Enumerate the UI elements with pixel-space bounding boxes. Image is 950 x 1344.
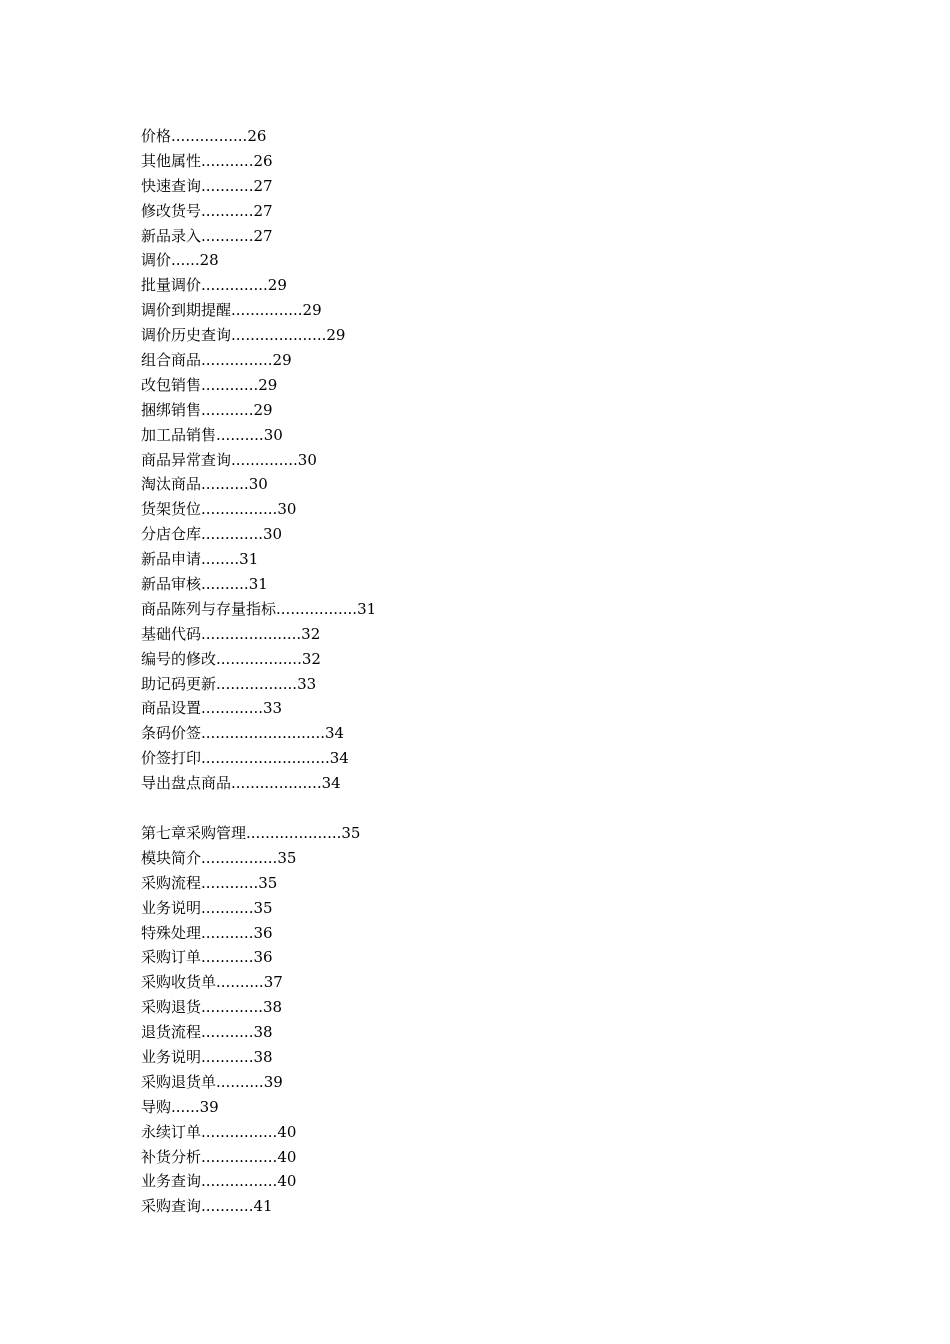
toc-entry[interactable] [141, 821, 901, 846]
toc-entry-leader: .......... [201, 575, 249, 594]
toc-entry-leader: .......... [216, 1072, 264, 1091]
toc-section-purchasing [141, 821, 901, 1219]
toc-entry[interactable] [141, 1070, 901, 1095]
toc-entry-title: 业务查询 [141, 1172, 202, 1191]
toc-entry-page-number: 27 [253, 226, 273, 245]
toc-entry-title: 采购收货单 [141, 973, 217, 992]
toc-entry-title: 调价 [141, 251, 172, 270]
toc-entry-page-number: 31 [357, 599, 377, 618]
toc-entry-leader: .................... [231, 326, 327, 345]
toc-entry-leader: .......... [201, 475, 249, 494]
toc-entry-title: 修改货号 [141, 201, 202, 220]
toc-entry-title: 新品录入 [141, 226, 202, 245]
toc-entry-page-number: 33 [263, 699, 283, 718]
toc-entry-leader: ........... [201, 226, 254, 245]
toc-entry-page-number: 29 [272, 351, 292, 370]
toc-entry-page-number: 40 [277, 1147, 297, 1166]
toc-entry-page-number: 34 [321, 774, 341, 793]
toc-entry-leader: .......... [216, 425, 264, 444]
toc-entry-title: 补货分析 [141, 1147, 202, 1166]
toc-entry[interactable] [141, 1169, 901, 1194]
toc-entry-leader: ........... [201, 201, 254, 220]
toc-section-products [141, 124, 901, 796]
toc-entry-leader: ............. [201, 998, 264, 1017]
toc-entry-page-number: 38 [253, 1047, 273, 1066]
toc-entry-title: 导出盘点商品 [141, 774, 232, 793]
table-of-contents [141, 124, 901, 1219]
toc-entry[interactable] [141, 224, 901, 249]
toc-entry-page-number: 33 [297, 674, 317, 693]
toc-entry-leader: ............ [201, 873, 259, 892]
toc-entry-page-number: 41 [253, 1197, 273, 1216]
toc-entry[interactable] [141, 995, 901, 1020]
toc-entry-title: 商品设置 [141, 699, 202, 718]
toc-entry-page-number: 35 [277, 848, 297, 867]
toc-entry-title: 采购退货单 [141, 1072, 217, 1091]
toc-entry-page-number: 36 [253, 923, 273, 942]
toc-entry-leader: ................ [171, 127, 248, 145]
toc-entry-title: 退货流程 [141, 1023, 202, 1042]
toc-entry-page-number: 30 [297, 450, 317, 469]
toc-entry-leader: .......... [216, 973, 264, 992]
toc-entry[interactable] [141, 597, 901, 622]
toc-entry-title: 快速查询 [141, 176, 202, 195]
toc-entry-leader: ...... [171, 251, 200, 270]
toc-entry-title: 采购流程 [141, 873, 202, 892]
toc-entry-page-number: 28 [199, 251, 219, 270]
toc-entry-page-number: 29 [326, 326, 346, 345]
toc-entry[interactable] [141, 572, 901, 597]
toc-entry-leader: ................ [201, 500, 278, 519]
toc-entry-title: 业务说明 [141, 1047, 202, 1066]
toc-entry-page-number: 40 [277, 1122, 297, 1141]
toc-entry[interactable] [141, 1145, 901, 1170]
toc-entry[interactable] [141, 721, 901, 746]
toc-entry-page-number: 37 [263, 973, 283, 992]
toc-entry-title: 助记码更新 [141, 674, 217, 693]
toc-entry[interactable] [141, 1045, 901, 1070]
toc-entry-page-number: 34 [325, 724, 345, 743]
toc-entry-leader: ................. [216, 674, 298, 693]
toc-entry[interactable] [141, 248, 901, 273]
toc-entry-title: 分店仓库 [141, 525, 202, 544]
toc-entry-page-number: 34 [329, 749, 349, 768]
toc-entry-leader: ........................... [201, 749, 330, 768]
toc-entry-title: 新品申请 [141, 550, 202, 569]
toc-entry-page-number: 39 [199, 1097, 219, 1116]
toc-entry-leader: ............... [201, 351, 273, 370]
toc-entry[interactable] [141, 896, 901, 921]
toc-entry-leader: ........... [201, 1197, 254, 1216]
toc-entry-page-number: 30 [248, 475, 268, 494]
toc-entry-page-number: 35 [341, 823, 361, 842]
toc-entry[interactable] [141, 423, 901, 448]
toc-entry-title: 改包销售 [141, 375, 202, 394]
toc-entry[interactable] [141, 149, 901, 174]
toc-entry[interactable] [141, 199, 901, 224]
toc-entry-leader: ................ [201, 1147, 278, 1166]
toc-entry-leader: ........... [201, 400, 254, 419]
toc-entry-title: 基础代码 [141, 624, 202, 643]
toc-entry-page-number: 29 [302, 301, 322, 320]
toc-entry-leader: ........... [201, 1047, 254, 1066]
toc-entry[interactable] [141, 522, 901, 547]
toc-entry-title: 特殊处理 [141, 923, 202, 942]
toc-entry-page-number: 29 [258, 375, 278, 394]
toc-entry-leader: ................ [201, 848, 278, 867]
toc-entry-title: 采购订单 [141, 948, 202, 967]
toc-entry-leader: ...... [171, 1097, 200, 1116]
toc-entry-page-number: 27 [253, 176, 273, 195]
toc-entry-page-number: 30 [263, 425, 283, 444]
toc-entry-title: 业务说明 [141, 898, 202, 917]
toc-entry-page-number: 27 [253, 201, 273, 220]
toc-entry-title: 货架货位 [141, 500, 202, 519]
toc-entry-page-number: 26 [247, 127, 267, 145]
toc-entry-page-number: 39 [263, 1072, 283, 1091]
toc-entry-title: 其他属性 [141, 151, 202, 170]
toc-entry-page-number: 31 [248, 575, 268, 594]
toc-entry[interactable] [141, 1095, 901, 1120]
toc-entry-title: 调价历史查询 [141, 326, 232, 345]
toc-entry-leader: ................ [201, 1122, 278, 1141]
toc-entry[interactable] [141, 373, 901, 398]
toc-entry-title: 价签打印 [141, 749, 202, 768]
toc-entry-title: 采购退货 [141, 998, 202, 1017]
toc-entry-leader: ................. [276, 599, 358, 618]
toc-entry-page-number: 32 [301, 624, 321, 643]
toc-entry-page-number: 29 [267, 276, 287, 295]
toc-entry-leader: ............ [201, 375, 259, 394]
toc-entry-title: 条码价签 [141, 724, 202, 743]
toc-entry[interactable] [141, 746, 901, 771]
toc-entry-title: 组合商品 [141, 351, 202, 370]
toc-entry-page-number: 31 [239, 550, 259, 569]
toc-entry-leader: ............. [201, 699, 264, 718]
toc-entry-title: 淘汰商品 [141, 475, 202, 494]
toc-entry-leader: ................... [231, 774, 322, 793]
toc-entry[interactable] [141, 846, 901, 871]
toc-entry-title: 第七章采购管理 [141, 823, 247, 842]
toc-entry[interactable] [141, 1194, 901, 1219]
toc-entry[interactable] [141, 273, 901, 298]
toc-entry-page-number: 30 [263, 525, 283, 544]
toc-entry[interactable] [141, 871, 901, 896]
toc-entry-leader: ............... [231, 301, 303, 320]
toc-entry-page-number: 30 [277, 500, 297, 519]
toc-entry[interactable] [141, 970, 901, 995]
toc-entry[interactable] [141, 622, 901, 647]
toc-entry-title: 模块简介 [141, 848, 202, 867]
toc-entry-title: 新品审核 [141, 575, 202, 594]
toc-entry-title: 编号的修改 [141, 649, 217, 668]
toc-entry-page-number: 35 [258, 873, 278, 892]
toc-entry-leader: .................. [216, 649, 302, 668]
toc-entry-title: 加工品销售 [141, 425, 217, 444]
toc-entry-page-number: 35 [253, 898, 273, 917]
toc-entry-title: 导购 [141, 1097, 172, 1116]
toc-entry-leader: ........... [201, 151, 254, 170]
toc-entry-title: 采购查询 [141, 1197, 202, 1216]
toc-entry[interactable] [141, 921, 901, 946]
toc-entry-page-number: 29 [253, 400, 273, 419]
toc-entry-title: 永续订单 [141, 1122, 202, 1141]
toc-entry-leader: ........... [201, 898, 254, 917]
toc-entry[interactable] [141, 771, 901, 796]
toc-entry[interactable] [141, 672, 901, 697]
toc-entry-title: 捆绑销售 [141, 400, 202, 419]
toc-entry[interactable] [141, 348, 901, 373]
toc-entry-leader: .............. [201, 276, 268, 295]
toc-entry-page-number: 38 [253, 1023, 273, 1042]
toc-entry-page-number: 40 [277, 1172, 297, 1191]
toc-entry-leader: ........... [201, 1023, 254, 1042]
toc-entry-page-number: 26 [253, 151, 273, 170]
toc-entry-leader: ........... [201, 923, 254, 942]
toc-entry[interactable] [141, 323, 901, 348]
toc-entry[interactable] [141, 1020, 901, 1045]
toc-entry-title: 调价到期提醒 [141, 301, 232, 320]
toc-entry-leader: .................... [246, 823, 342, 842]
toc-entry-leader: ........... [201, 948, 254, 967]
toc-entry-leader: ........ [201, 550, 240, 569]
toc-entry-page-number: 38 [263, 998, 283, 1017]
toc-entry[interactable] [141, 298, 901, 323]
toc-entry-leader: .......................... [201, 724, 325, 743]
toc-entry-title: 价格 [141, 127, 172, 145]
toc-entry-title: 商品异常查询 [141, 450, 232, 469]
toc-entry-title: 批量调价 [141, 276, 202, 295]
toc-entry-page-number: 36 [253, 948, 273, 967]
toc-entry-leader: ............. [201, 525, 264, 544]
toc-entry[interactable] [141, 472, 901, 497]
toc-entry-leader: ..................... [201, 624, 302, 643]
toc-entry-page-number: 32 [301, 649, 321, 668]
toc-entry-leader: ........... [201, 176, 254, 195]
toc-entry[interactable] [141, 448, 901, 473]
toc-entry-title: 商品陈列与存量指标 [141, 599, 277, 618]
toc-entry[interactable] [141, 124, 901, 149]
toc-entry-leader: .............. [231, 450, 298, 469]
toc-entry[interactable] [141, 547, 901, 572]
toc-entry[interactable] [141, 1120, 901, 1145]
toc-entry[interactable] [141, 696, 901, 721]
toc-entry[interactable] [141, 398, 901, 423]
toc-entry[interactable] [141, 945, 901, 970]
toc-entry[interactable] [141, 174, 901, 199]
toc-entry[interactable] [141, 647, 901, 672]
toc-entry-leader: ................ [201, 1172, 278, 1191]
toc-entry[interactable] [141, 497, 901, 522]
